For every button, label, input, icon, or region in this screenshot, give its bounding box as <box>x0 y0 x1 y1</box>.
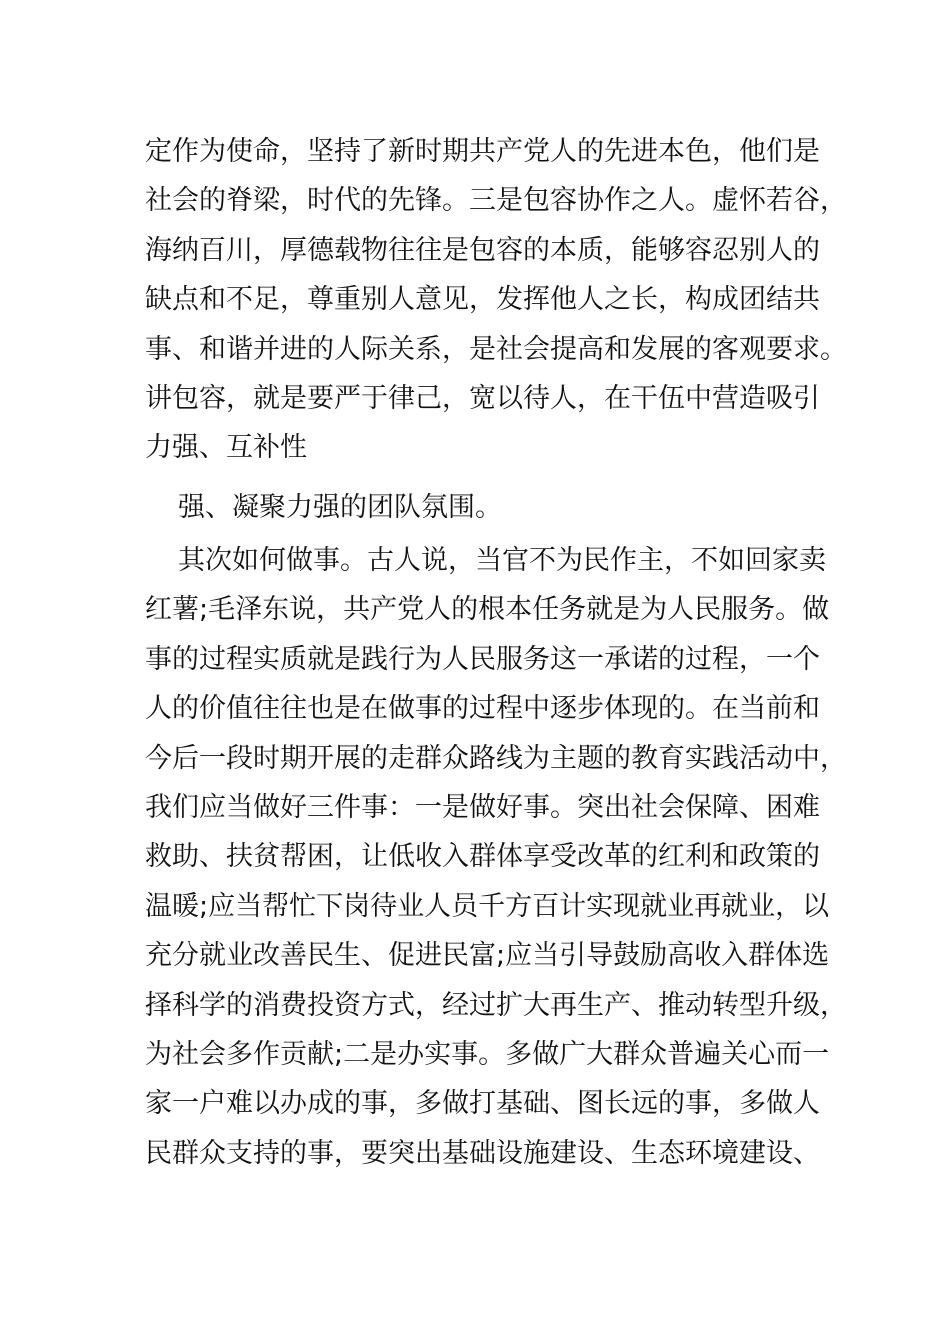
text-line: 讲包容，就是要严于律己，宽以待人，在干伍中营造吸引 <box>145 382 820 414</box>
text-line: 海纳百川，厚德载物往往是包容的本质，能够容忍别人的 <box>145 234 820 266</box>
text-line: 我们应当做好三件事：一是做好事。突出社会保障、困难 <box>145 791 820 823</box>
text-line: 事的过程实质就是践行为人民服务这一承诺的过程，一个 <box>145 643 820 675</box>
paragraph-3 <box>145 536 847 1178</box>
text-line: 温暖;应当帮忙下岗待业人员千方百计实现就业再就业，以 <box>145 890 830 922</box>
text-line: 为社会多作贡献;二是办实事。多做广大群众普遍关心而一 <box>145 1038 830 1070</box>
text-line: 择科学的消费投资方式，经过扩大再生产、推动转型升级， <box>145 989 847 1021</box>
text-line: 社会的脊梁，时代的先锋。三是包容协作之人。虚怀若谷， <box>145 185 847 217</box>
text-line: 定作为使命，坚持了新时期共产党人的先进本色，他们是 <box>145 136 820 167</box>
paragraph-2 <box>145 483 805 532</box>
text-line: 救助、扶贫帮困，让低收入群体享受改革的红利和政策的 <box>145 841 820 873</box>
text-line: 民群众支持的事，要突出基础设施建设、生态环境建设、 <box>145 1137 820 1169</box>
text-line: 力强、互补性 <box>145 432 307 464</box>
paragraph-1 <box>145 127 847 473</box>
text-line: 缺点和不足，尊重别人意见，发挥他人之长，构成团结共 <box>145 284 820 316</box>
text-line: 红薯;毛泽东说，共产党人的根本任务就是为人民服务。做 <box>145 594 830 626</box>
text-line: 人的价值往往也是在做事的过程中逐步体现的。在当前和 <box>145 693 820 725</box>
text-line: 事、和谐并进的人际关系，是社会提高和发展的客观要求。 <box>145 333 847 365</box>
text-line: 家一户难以办成的事，多做打基础、图长远的事，多做人 <box>145 1088 820 1120</box>
text-line: 强、凝聚力强的团队氛围。 <box>178 492 502 523</box>
text-line: 今后一段时期开展的走群众路线为主题的教育实践活动中， <box>145 742 847 774</box>
text-line: 其次如何做事。古人说，当官不为民作主，不如回家卖 <box>178 545 826 576</box>
text-line: 充分就业改善民生、促进民富;应当引导鼓励高收入群体选 <box>145 940 830 972</box>
